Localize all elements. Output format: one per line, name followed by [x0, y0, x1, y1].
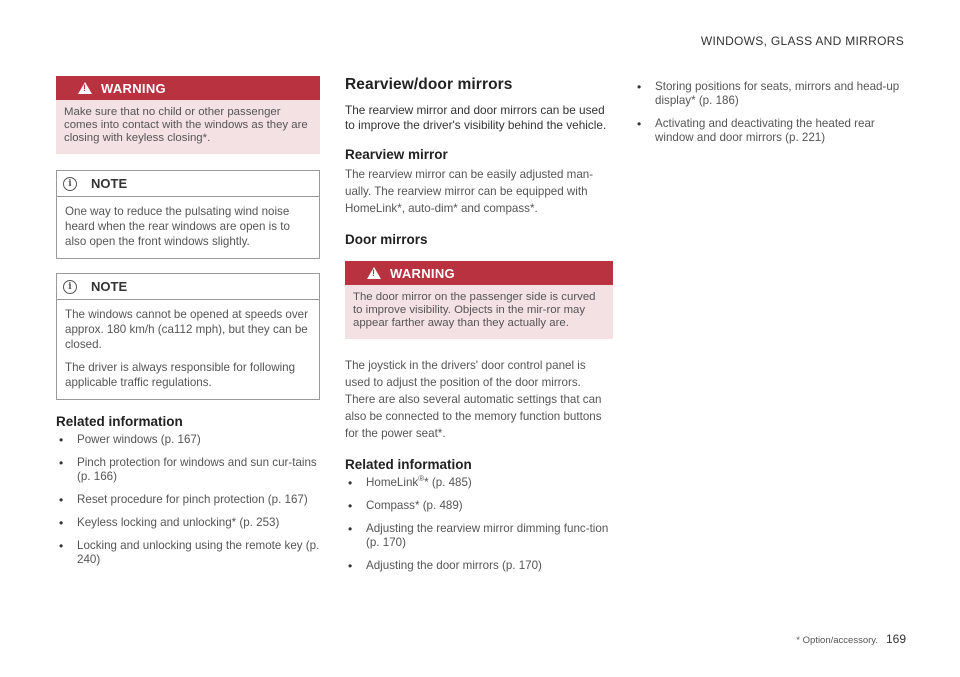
- column-left: [56, 76, 320, 576]
- related-info-title: Related information: [56, 414, 183, 429]
- warning-text: The door mirror on the passenger side is curved to improve visibility. Objects in the mir-ror may appear farther away than they actually are.: [353, 291, 596, 329]
- door-mirrors-heading: Door mirrors: [345, 232, 428, 247]
- related-link[interactable]: • Power windows (p. 167): [56, 433, 320, 447]
- note-header: [57, 171, 319, 197]
- warning-box: [345, 261, 613, 339]
- page-header-title: WINDOWS, GLASS AND MIRRORS: [700, 34, 904, 48]
- rearview-mirror-heading: Rearview mirror: [345, 147, 448, 162]
- door-mirrors-text: The joystick in the drivers' door control panel is used to adjust the position of the door mirrors. There are also several automatic settings that can also be connected to the memory function buttons for the power seat*.: [345, 359, 602, 440]
- related-info-list-continued: [634, 80, 908, 145]
- page-number: 169: [885, 632, 906, 646]
- option-footnote: * Option/accessory.: [796, 635, 878, 646]
- note-header: [57, 274, 319, 300]
- note-text: [57, 197, 319, 258]
- warning-box: [56, 76, 320, 154]
- rearview-mirror-text: The rearview mirror can be easily adjusted man-ually. The rearview mirror can be equipped with HomeLink*, auto-dim* and compass*.: [345, 168, 594, 215]
- note-paragraph: The driver is always responsible for following applicable traffic regulations.: [65, 361, 296, 389]
- note-paragraph: One way to reduce the pulsating wind noise heard when the rear windows are open is to also open the front windows slightly.: [65, 205, 290, 248]
- related-link[interactable]: • Adjusting the door mirrors (p. 170): [345, 559, 613, 573]
- related-link[interactable]: • Storing positions for seats, mirrors and head-up display* (p. 186): [634, 80, 908, 108]
- related-link-text: HomeLink: [366, 476, 419, 489]
- column-right: [634, 80, 908, 154]
- note-label: NOTE: [91, 279, 128, 294]
- warning-triangle-icon: [367, 267, 381, 279]
- note-paragraph: The windows cannot be opened at speeds over approx. 180 km/h (ca112 mph), but they can be closed.: [65, 308, 308, 351]
- related-link[interactable]: [345, 476, 613, 490]
- info-icon: i: [63, 280, 77, 294]
- note-box: [56, 170, 320, 259]
- column-middle: [345, 76, 613, 582]
- related-link[interactable]: • Compass* (p. 489): [345, 499, 613, 513]
- info-icon: i: [63, 177, 77, 191]
- note-text: [57, 300, 319, 399]
- warning-label: WARNING: [390, 265, 455, 281]
- note-label: NOTE: [91, 176, 128, 191]
- related-link[interactable]: • Pinch protection for windows and sun cur-tains (p. 166): [56, 456, 320, 484]
- warning-header: [56, 76, 320, 100]
- warning-triangle-icon: [78, 82, 92, 94]
- related-link[interactable]: • Adjusting the rearview mirror dimming func-tion (p. 170): [345, 522, 613, 550]
- registered-mark: ®: [418, 474, 425, 484]
- warning-header: [345, 261, 613, 285]
- related-info-list: [345, 476, 613, 573]
- related-link-text: * (p. 485): [424, 476, 472, 489]
- note-box-speed: [56, 273, 320, 400]
- warning-label: WARNING: [101, 80, 166, 96]
- related-link[interactable]: • Reset procedure for pinch protection (p. 167): [56, 493, 320, 507]
- related-info-title: Related information: [345, 457, 472, 472]
- related-link[interactable]: • Locking and unlocking using the remote key (p. 240): [56, 539, 320, 567]
- section-title: Rearview/door mirrors: [345, 76, 513, 93]
- page-footer: [796, 632, 906, 646]
- section-intro: The rearview mirror and door mirrors can be used to improve the driver's visibility behind the vehicle.: [345, 103, 607, 132]
- warning-text: Make sure that no child or other passenger comes into contact with the windows as they are closing with keyless closing*.: [64, 106, 308, 144]
- related-link[interactable]: • Keyless locking and unlocking* (p. 253): [56, 516, 320, 530]
- related-info-list: [56, 433, 320, 567]
- related-link[interactable]: • Activating and deactivating the heated rear window and door mirrors (p. 221): [634, 117, 908, 145]
